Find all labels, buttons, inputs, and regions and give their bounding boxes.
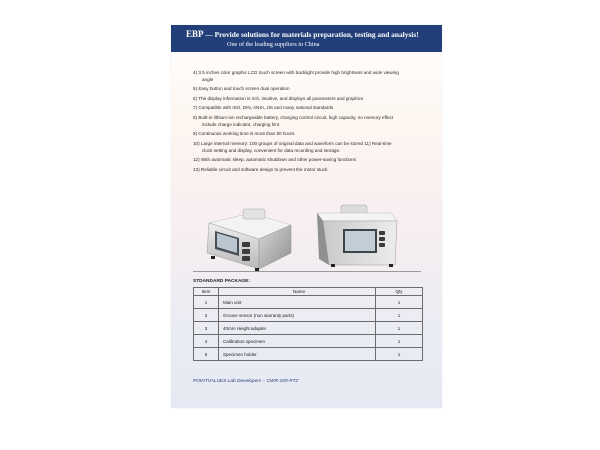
column-header-qty: Qty: [376, 288, 423, 296]
feature-item: 12) With automatic sleep, automatic shutdown and other power-saving functions: [193, 157, 356, 163]
device-photo-front: [199, 201, 299, 273]
feature-item: 5) Easy button and touch screen dual operation: [193, 86, 290, 92]
feature-item: 8) Built-in lithium-ion rechargeable battery, charging control circuit, high capacity, no memory effect include charge indicator, charging hint: [193, 114, 394, 127]
banner-tagline: — Provide solutions for materials preparation, testing and analysis!: [205, 30, 419, 39]
footer-text: POINTVALUES Lab Developers – CWR-209-RTZ: [193, 379, 299, 384]
brand-name: EBP: [186, 29, 204, 39]
banner-title: [186, 29, 419, 39]
table-row: 2 Groove sensor (non warranty parts) 1: [194, 309, 423, 322]
package-title: STDANDARD PACKAGE:: [193, 279, 250, 284]
feature-item: 13) Reliable circuit and software design to prevent the motor stuck: [193, 166, 328, 172]
column-header-name: Name: [219, 288, 376, 296]
column-header-item: Item: [194, 288, 219, 296]
table-row: 1 Main unit 1: [194, 296, 423, 309]
divider: [193, 271, 421, 272]
feature-item: 10) Large internal memory: 100 groups of original data and waveform can be stored 11) Real-time clock setting and display, convenient for data recording and storage.: [193, 140, 392, 153]
device-photo-side: [311, 201, 403, 273]
document-page: [171, 25, 442, 408]
header-banner: [171, 25, 442, 52]
table-header-row: [194, 288, 423, 296]
package-table: [193, 287, 423, 361]
banner-subtitle: One of the leading suppliers in China: [227, 41, 320, 48]
feature-item: 7) Compatible with ISO, DIN, ANSI, JIS and many national standards: [193, 105, 334, 111]
table-row: 5 Specimen holder 1: [194, 348, 423, 361]
feature-item: 9) Continuous working time is more than 50 hours: [193, 131, 295, 137]
table-row: 3 40mm Height adapter 1: [194, 322, 423, 335]
feature-item: 4) 3.5 inches color graphic LCD touch screen with backlight provide high brightness and wide viewing angle: [193, 70, 399, 82]
feature-item: 6) The display information is rich, intuitive, and displays all parameters and graphics: [193, 95, 364, 101]
feature-list: [193, 70, 435, 176]
table-row: 4 Calibration specimen 1: [194, 335, 423, 348]
